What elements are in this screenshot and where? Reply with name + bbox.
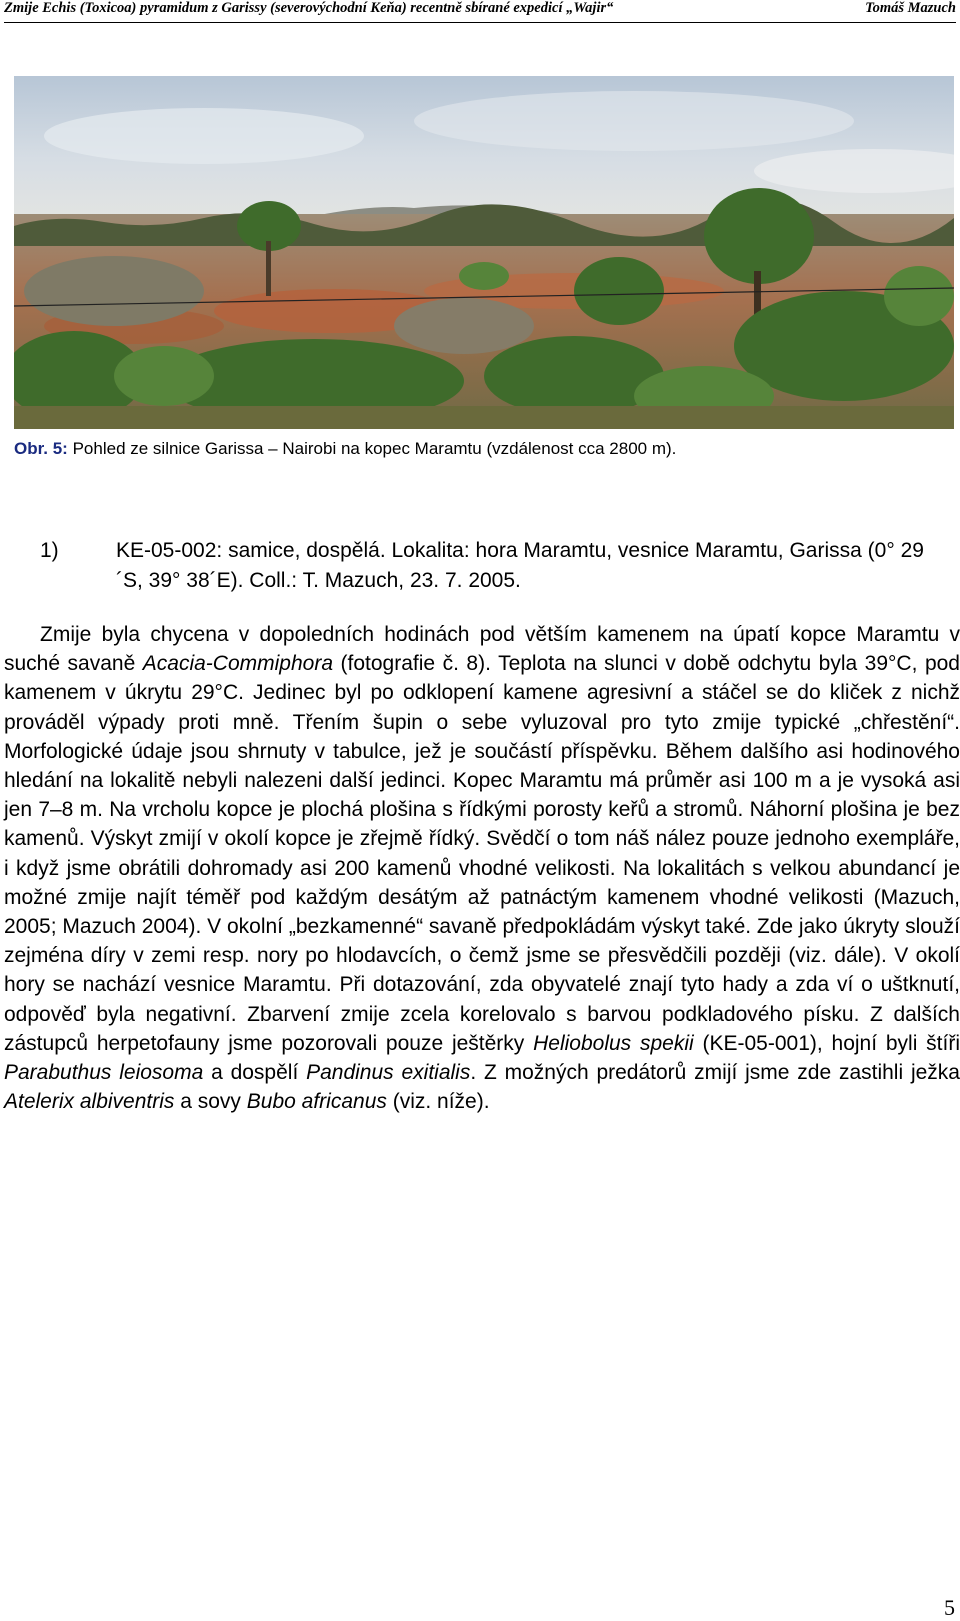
header-author: Tomáš Mazuch xyxy=(865,0,956,16)
body-text xyxy=(4,620,960,1116)
body-paragraph: Zmije byla chycena v dopoledních hodinách pod větším kamenem na úpatí kopce Maramtu v suché savaně Acacia-Commiphora (fotografie č. 8). Teplota na slunci v době odchytu byla 39°C, pod kamenem v úkrytu 29°C. Jedinec byl po odklopení kamene agresivní a stáčel se do kliček z nichž prováděl výpady proti mně. Třením šupin o sebe vyluzoval pro tyto zmije typické „chřestění“. Morfologické údaje jsou shrnuty v tabulce, jež je součástí příspěvku. Během dalšího asi hodinového hledání na lokalitě nebyli nalezeni další jedinci. Kopec Maramtu má průměr asi 100 m a je vysoká asi jen 7–8 m. Na vrcholu kopce je plochá plošina s řídkými porosty keřů a stromů. Náhorní plošina je bez kamenů. Výskyt zmijí v okolí kopce je zřejmě řídký. Svědčí o tom náš nález pouze jednoho exempláře, i když jsme obrátili dohromady asi 200 kamenů vhodné velikosti. Na lokalitách s velkou abundancí je možné zmije najít téměř pod každým desátým až patnáctým kamenem vhodné velikosti (Mazuch, 2005; Mazuch 2004). V okolní „bezkamenné“ savaně předpokládám výskyt také. Zde jako úkryty slouží zejména díry v zemi resp. nory po hlodavcích, o čemž jsme se přesvědčili později (viz. dále). V okolí hory se nachází vesnice Maramtu. Při dotazování, zda obyvatelé znají tyto hady a zda ví o uštknutí, odpověď byla negativní. Zbarvení zmije zcela korelovalo s barvou podkladového písku. Z dalších zástupců herpetofauny jsme pozorovali pouze ještěrky Heliobolus spekii (KE-05-001), hojní byli štíři Parabuthus leiosoma a dospělí Pandinus exitialis. Z možných predátorů zmijí jsme zde zastihli ježka Atelerix albiventris a sovy Bubo africanus (viz. níže). xyxy=(4,623,960,1114)
species-name: Parabuthus leiosoma xyxy=(4,1061,204,1085)
page-number: 5 xyxy=(944,1595,955,1620)
species-name: Atelerix albiventris xyxy=(4,1090,175,1114)
specimen-number: 1) xyxy=(40,539,59,562)
species-name: Pandinus exitialis xyxy=(306,1061,471,1085)
header-title: Zmije Echis (Toxicoa) pyramidum z Garissy (severovýchodní Keňa) recentně sbírané expedicí „Wajir“ xyxy=(4,0,614,16)
running-header xyxy=(4,0,956,23)
specimen-text: KE-05-002: samice, dospělá. Lokalita: hora Maramtu, vesnice Maramtu, Garissa (0° 29´S, 39° 38´E). Coll.: T. Mazuch, 23. 7. 2005. xyxy=(116,539,924,592)
species-name: Acacia-Commiphora xyxy=(142,652,334,676)
species-name: Heliobolus spekii xyxy=(533,1031,694,1055)
species-name: Bubo africanus xyxy=(246,1090,387,1114)
savanna-photo xyxy=(14,76,954,429)
figure-caption-text: Pohled ze silnice Garissa – Nairobi na kopec Maramtu (vzdálenost cca 2800 m). xyxy=(72,439,677,458)
figure-caption xyxy=(14,439,676,459)
savanna-landscape-image xyxy=(14,76,954,429)
figure-label: Obr. 5: xyxy=(14,439,68,458)
